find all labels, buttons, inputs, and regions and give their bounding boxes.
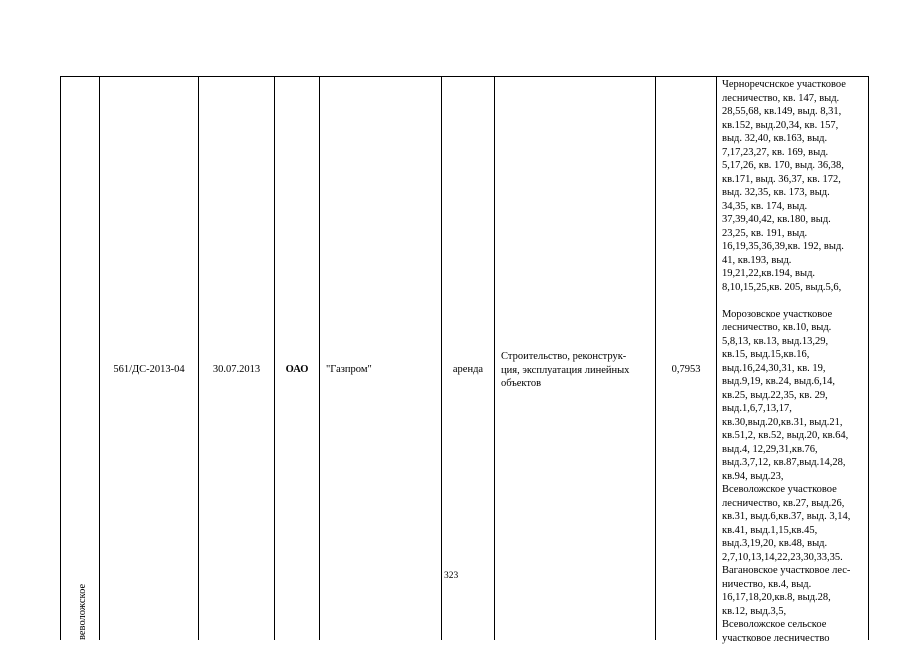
purpose: Строительство, реконструк- ция, эксплуатация линейных объектов: [501, 350, 653, 391]
col-border-7: [655, 76, 656, 640]
contract-date: 30.07.2013: [199, 363, 274, 377]
location-block-1: Черноречснское участковое лесничество, кв. 147, выд. 28,55,68, кв.149, выд. 8,31, кв.152, выд.20,34, кв. 157, выд. 32,40, кв.163, выд. 7,17,23,27, кв. 169, выд. 5,17,26, кв. 170, выд. 36,38, кв.171, выд. 36,37, кв. 172, выд. 32,35, кв. 173, выд. 34,35, кв. 174, выд. 37,39,40,42, кв.180, выд. 23,25, кв. 191, выд. 16,19,35,36,39,кв. 192, выд. 41, кв.193, выд. 19,21,22,кв.194, выд. 8,10,15,25,кв. 205, выд.5,6,: [722, 78, 870, 294]
col-border-2: [198, 76, 199, 640]
area: 0,7953: [656, 363, 716, 377]
location-cell: [722, 78, 870, 645]
col-border-6: [494, 76, 495, 640]
district-cell: [68, 580, 128, 640]
col-border-4: [319, 76, 320, 640]
col-border-1: [99, 76, 100, 640]
col-border-0: [60, 76, 61, 640]
col-border-8: [716, 76, 717, 640]
col-border-3: [274, 76, 275, 640]
table-top-border: [60, 76, 868, 77]
location-block-2: Морозовское участковое лесничество, кв.10, выд. 5,8,13, кв.13, выд.13,29, кв.15, выд.15,кв.16, выд.16,24,30,31, кв. 19, выд.9,19, кв.24, выд.6,14, кв.25, выд.22,35, кв. 29, выд.1,6,7,13,17, кв.30,выд.20,кв.31, выд.21, кв.51,2, кв.52, выд.20, кв.64, выд.4, 12,29,31,кв.76, выд.3,7,12, кв.87,выд.14,28, кв.94, выд.23, Всеволожское участковое лесничество, кв.27, выд.26, кв.31, выд.6,кв.37, выд. 3,14, кв.41, выд.1,15,кв.45, выд.3,19,20, кв.48, выд. 2,7,10,13,14,22,23,30,33,35. Вагановское участковое лес- ничество, кв.4, выд. 16,17,18,20,кв.8, выд.28, кв.12, выд.3,5, Всеволожское сельское участковое лесничество: [722, 308, 870, 645]
use-type: аренда: [442, 363, 494, 377]
contract-number: 561/ДС-2013-04: [100, 363, 198, 377]
page-number: 323: [444, 570, 484, 584]
org-form: ОАО: [275, 363, 319, 377]
col-border-5: [441, 76, 442, 640]
location-spacer: [722, 294, 870, 308]
org-name: "Газпром": [326, 363, 438, 377]
district-label: веволожское: [76, 584, 89, 640]
